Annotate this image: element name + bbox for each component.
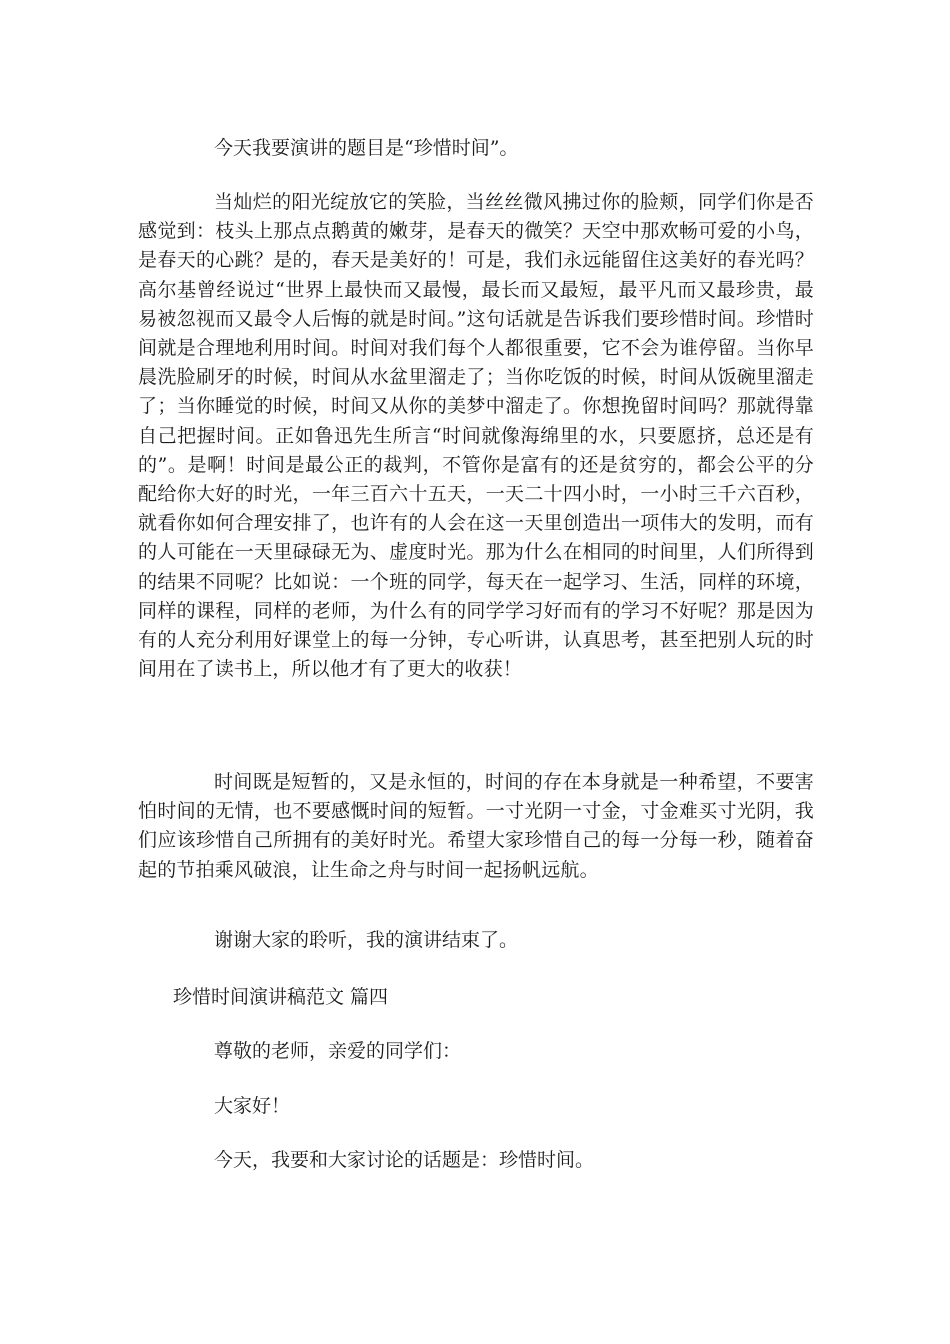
paragraph-conclusion: 时间既是短暂的，又是永恒的，时间的存在本身就是一种希望，不要害怕时间的无情，也不要感慨时间的短暂。一寸光阴一寸金，寸金难买寸光阴，我们应该珍惜自己所拥有的美好时光。希望大家珍惜自己的每一分每一秒，随着奋起的节拍乘风破浪，让生命之舟与时间一起扬帆远航。 — [138, 771, 814, 881]
hello-line: 大家好！ — [214, 1095, 291, 1117]
paragraph-main-body: 当灿烂的阳光绽放它的笑脸，当丝丝微风拂过你的脸颊，同学们你是否感觉到：枝头上那点点鹅黄的嫩芽，是春天的微笑？天空中那欢畅可爱的小鸟，是春天的心跳？是的，春天是美好的！可是，我们永远能留住这美好的春光吗？高尔基曾经说过“世界上最快而又最慢，最长而又最短，最平凡而又最珍贵，最易被忽视而又最令人后悔的就是时间。”这句话就是告诉我们要珍惜时间。珍惜时间就是合理地利用时间。时间对我们每个人都很重要，它不会为谁停留。当你早晨洗脸刷牙的时候，时间从水盆里溜走了；当你吃饭的时候，时间从饭碗里溜走了；当你睡觉的时候，时间又从你的美梦中溜走了。你想挽留时间吗？那就得靠自己把握时间。正如鲁迅先生所言“时间就像海绵里的水，只要愿挤，总还是有的”。是啊！时间是最公正的裁判，不管你是富有的还是贫穷的，都会公平的分配给你大好的时光，一年三百六十五天，一天二十四小时，一小时三千六百秒，就看你如何合理安排了，也许有的人会在这一天里创造出一项伟大的发明，而有的人可能在一天里碌碌无为、虚度时光。那为什么在相同的时间里，人们所得到的结果不同呢？比如说：一个班的同学，每天在一起学习、生活，同样的环境，同样的课程，同样的老师，为什么有的同学学习好而有的学习不好呢？那是因为有的人充分利用好课堂上的每一分钟，专心听讲，认真思考，甚至把别人玩的时间用在了读书上，所以他才有了更大的收获！ — [138, 191, 814, 681]
paragraph-thanks: 谢谢大家的聆听，我的演讲结束了。 — [214, 929, 519, 951]
topic-line: 今天，我要和大家讨论的话题是：珍惜时间。 — [214, 1149, 595, 1171]
section-heading: 珍惜时间演讲稿范文 篇四 — [173, 986, 389, 1008]
greeting-line: 尊敬的老师，亲爱的同学们： — [214, 1040, 462, 1062]
paragraph-speech-topic: 今天我要演讲的题目是“珍惜时间”。 — [214, 137, 519, 159]
